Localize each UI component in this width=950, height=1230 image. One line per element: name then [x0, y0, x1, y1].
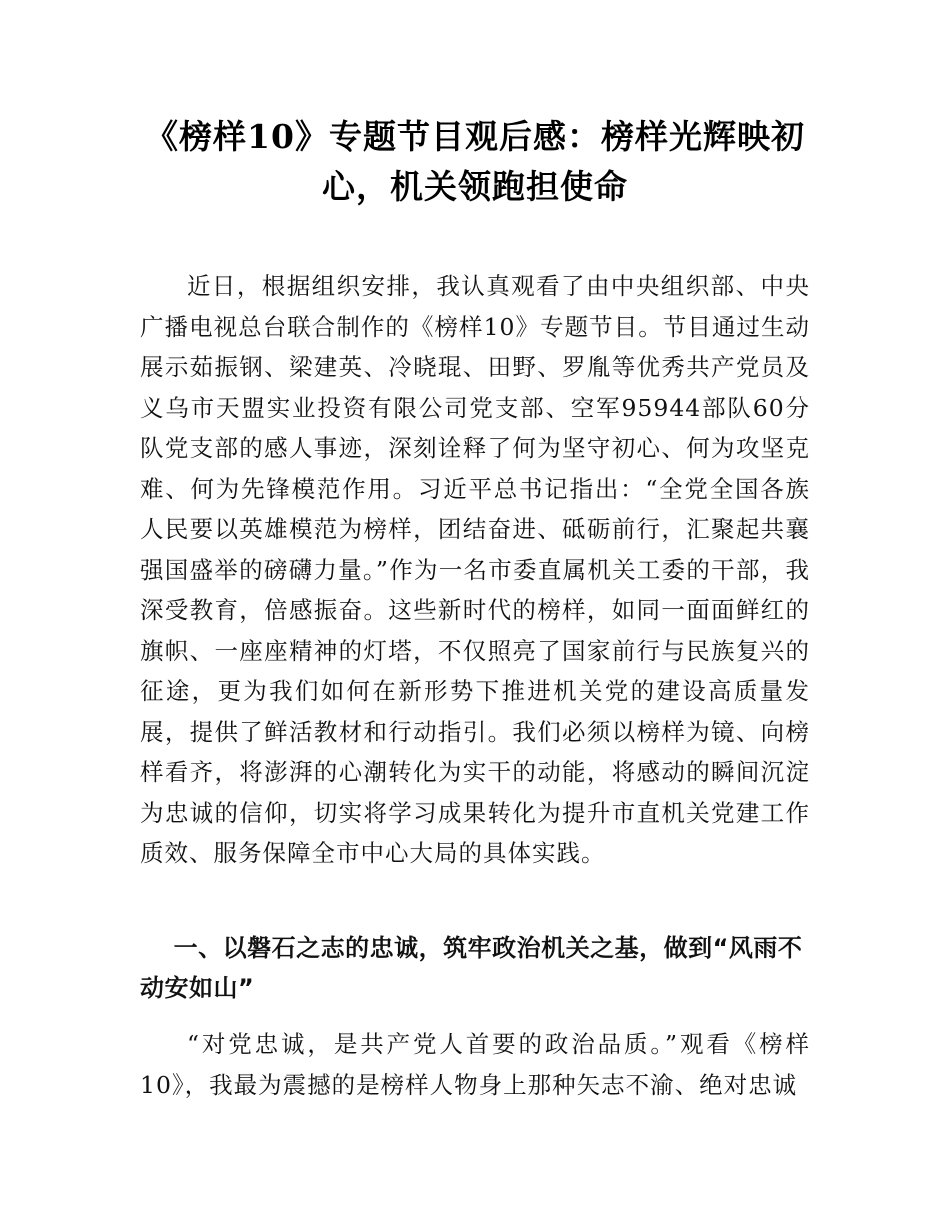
- document-title: 《榜样10》专题节目观后感：榜样光辉映初心，机关领跑担使命: [145, 117, 805, 206]
- section-heading: 一、以磐石之志的忠诚，筑牢政治机关之基，做到“风雨不动安如山”: [140, 934, 803, 1002]
- intro-paragraph: 近日，根据组织安排，我认真观看了由中央组织部、中央广播电视总台联合制作的《榜样10》专题节目。节目通过生动展示茹振钢、梁建英、冷晓琨、田野、罗胤等优秀共产党员及义乌市天盟实业投资有限公司党支部、空军95944部队60分队党支部的感人事迹，深刻诠释了何为坚守初心、何为攻坚克难、何为先锋模范作用。习近平总书记指出：“全党全国各族人民要以英雄模范为榜样，团结奋进、砥砺前行，汇聚起共襄强国盛举的磅礴力量。”作为一名市委直属机关工委的干部，我深受教育，倍感振奋。这些新时代的榜样，如同一面面鲜红的旗帜、一座座精神的灯塔，不仅照亮了国家前行与民族复兴的征途，更为我们如何在新形势下推进机关党的建设高质量发展，提供了鲜活教材和行动指引。我们必须以榜样为镜、向榜样看齐，将澎湃的心潮转化为实干的动能，将感动的瞬间沉淀为忠诚的信仰，切实将学习成果转化为提升市直机关党建工作质效、服务保障全市中心大局的具体实践。: [140, 272, 810, 867]
- section-paragraph: “对党忠诚，是共产党人首要的政治品质。”观看《榜样10》，我最为震撼的是榜样人物身上那种矢志不渝、绝对忠诚: [140, 1030, 810, 1099]
